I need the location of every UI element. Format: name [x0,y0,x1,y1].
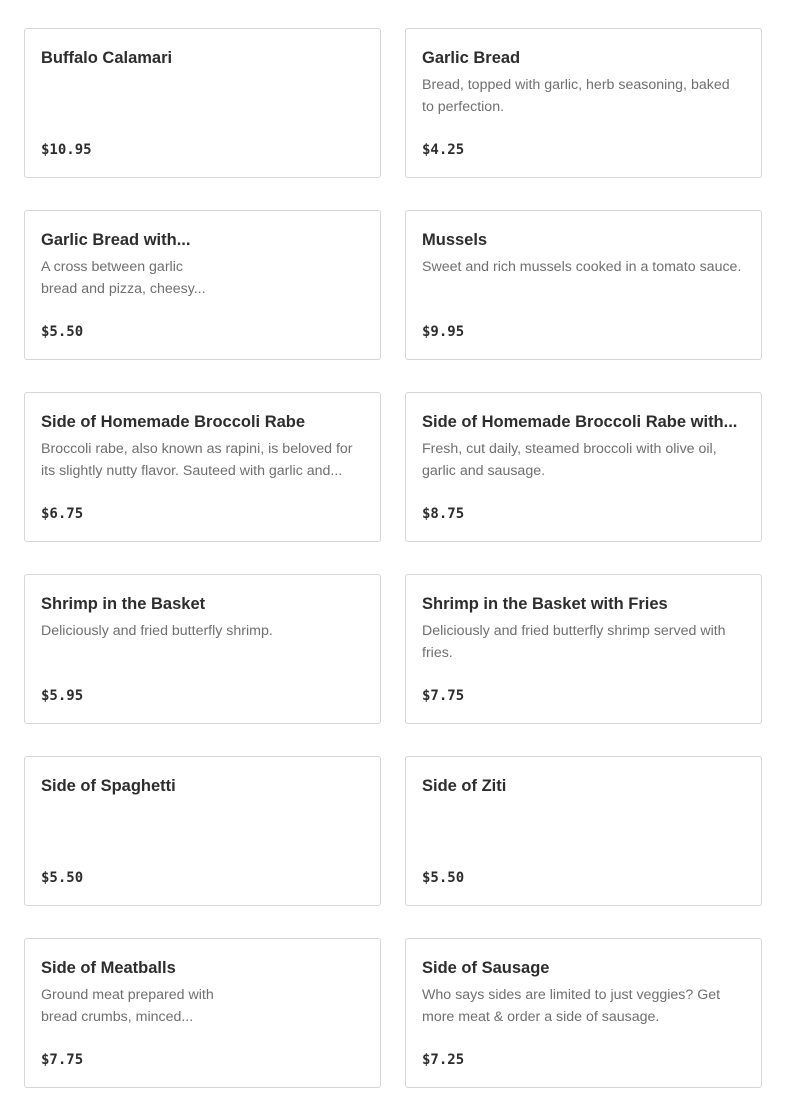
item-price: $5.50 [41,324,84,340]
menu-item-card[interactable] [405,210,762,360]
item-price: $8.75 [422,506,465,522]
item-name: Side of Homemade Broccoli Rabe with... [422,413,738,431]
item-price: $10.95 [41,142,92,158]
menu-item-card[interactable] [24,756,381,906]
menu-item-card[interactable] [24,574,381,724]
menu-item-card[interactable] [24,392,381,542]
item-description: Ground meat prepared with bread crumbs, minced... [41,987,214,1025]
item-name: Shrimp in the Basket [41,595,206,613]
item-name: Garlic Bread with... [41,231,191,249]
item-name: Side of Meatballs [41,959,176,977]
item-description: Deliciously and fried butterfly shrimp served with fries. [422,623,726,661]
item-price: $9.95 [422,324,465,340]
item-price: $4.25 [422,142,465,158]
item-description: Bread, topped with garlic, herb seasoning, baked to perfection. [422,77,730,115]
menu-item-card[interactable] [405,392,762,542]
item-name: Side of Spaghetti [41,777,176,795]
item-price: $6.75 [41,506,84,522]
menu-item-card[interactable] [24,210,381,360]
item-description: Deliciously and fried butterfly shrimp. [41,623,273,639]
item-price: $7.25 [422,1052,465,1068]
menu-item-card[interactable] [24,938,381,1088]
item-description: Broccoli rabe, also known as rapini, is beloved for its slightly nutty flavor. Sauteed with garlic and... [41,441,353,479]
item-name: Side of Ziti [422,777,507,795]
item-name: Garlic Bread [422,49,521,67]
item-name: Shrimp in the Basket with Fries [422,595,668,613]
item-description: Fresh, cut daily, steamed broccoli with olive oil, garlic and sausage. [422,441,717,479]
item-description: Who says sides are limited to just veggies? Get more meat & order a side of sausage. [422,987,721,1025]
menu-item-card[interactable] [405,28,762,178]
item-price: $5.95 [41,688,84,704]
item-description: Sweet and rich mussels cooked in a tomato sauce. [422,259,742,275]
menu-item-card[interactable] [405,756,762,906]
item-price: $5.50 [422,870,465,886]
menu-item-card[interactable] [405,938,762,1088]
menu-item-card[interactable] [24,28,381,178]
item-name: Side of Sausage [422,959,550,977]
item-name: Buffalo Calamari [41,49,173,67]
item-price: $7.75 [41,1052,84,1068]
item-name: Side of Homemade Broccoli Rabe [41,413,306,431]
item-price: $7.75 [422,688,465,704]
menu-item-card[interactable] [405,574,762,724]
item-name: Mussels [422,231,488,249]
item-price: $5.50 [41,870,84,886]
item-description: A cross between garlic bread and pizza, cheesy... [41,259,206,297]
